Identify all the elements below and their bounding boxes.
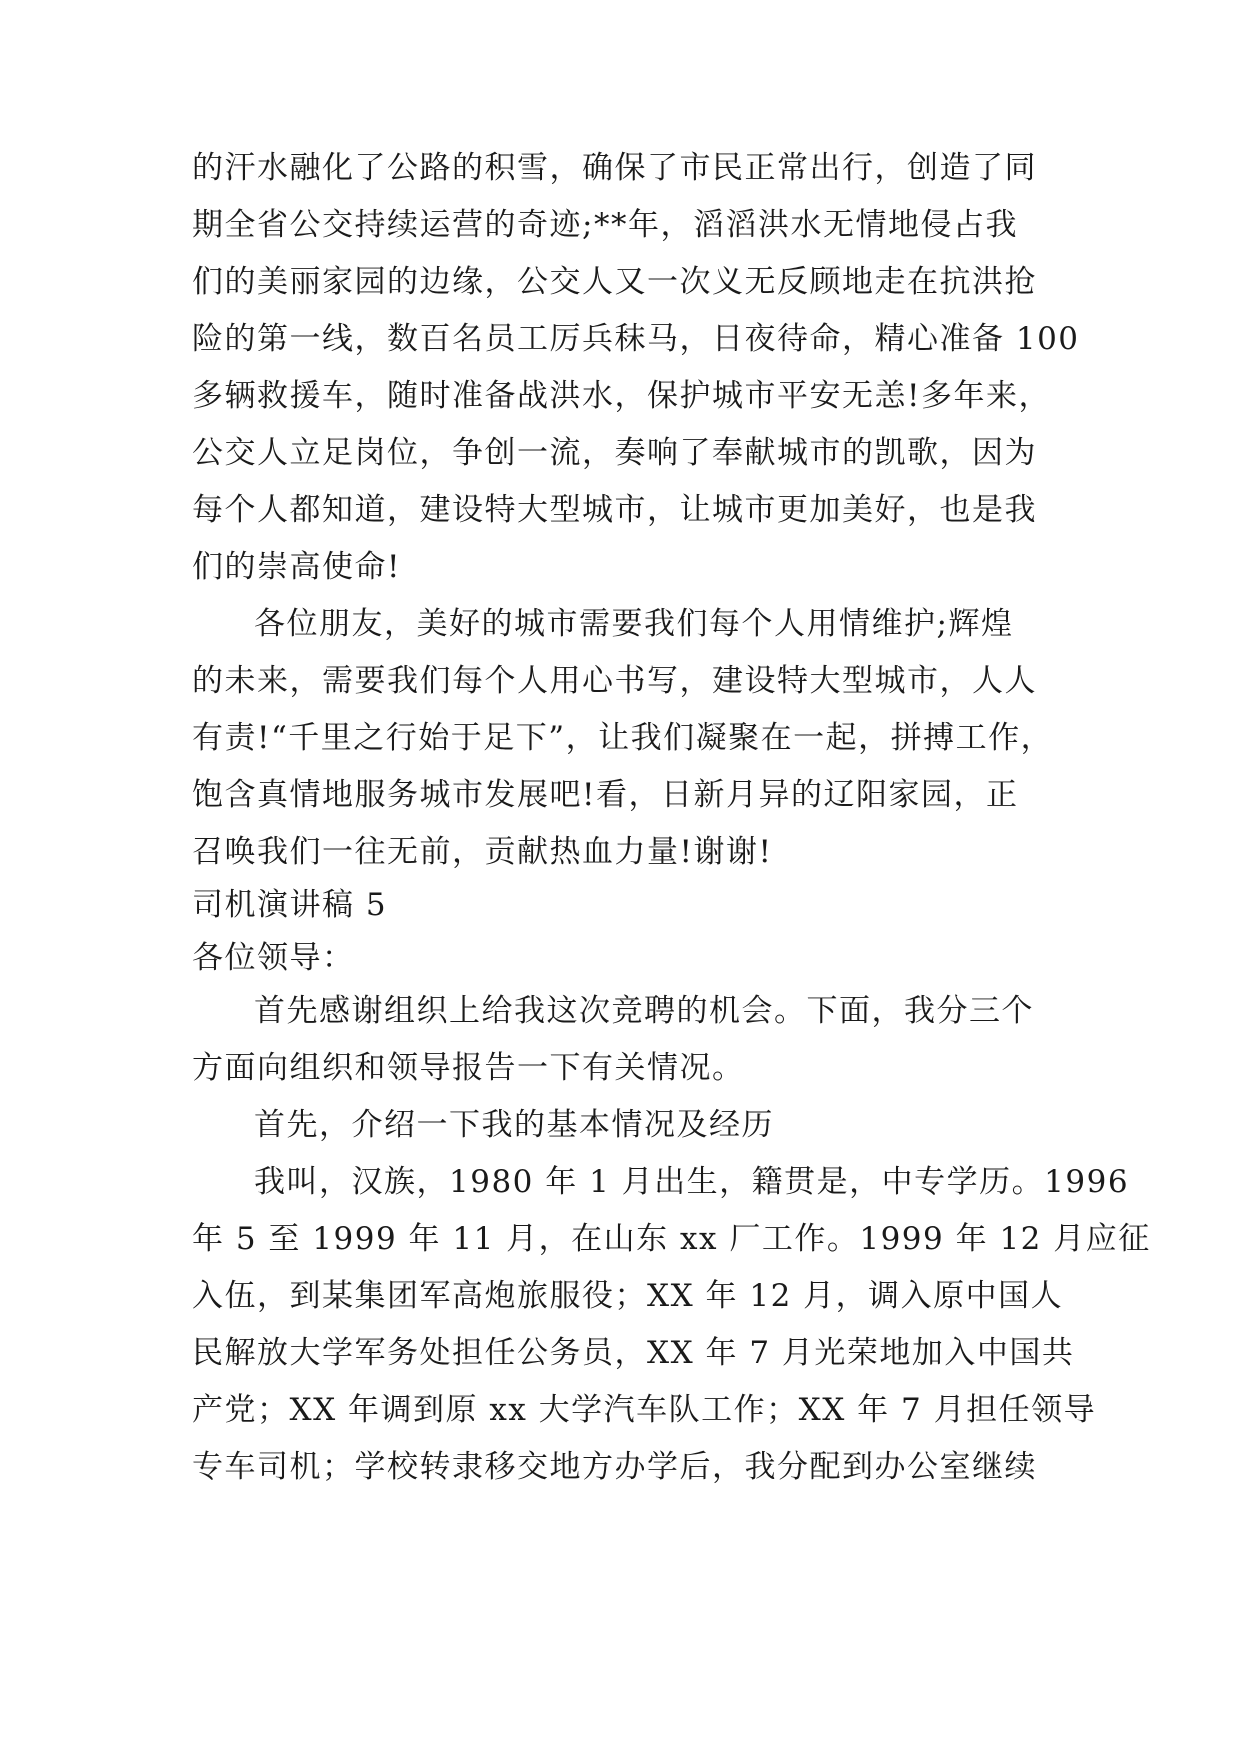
text-line: 的未来，需要我们每个人用心书写，建设特大型城市，人人: [192, 663, 1037, 699]
text-line: 产党；XX 年调到原 xx 大学汽车队工作；XX 年 7 月担任领导: [192, 1392, 1097, 1428]
text-line: 的汗水融化了公路的积雪，确保了市民正常出行，创造了同: [192, 150, 1037, 186]
text-line: 召唤我们一往无前，贡献热血力量!谢谢!: [192, 834, 773, 870]
text-line: 首先感谢组织上给我这次竞聘的机会。下面，我分三个: [254, 993, 1034, 1029]
salutation: 各位领导：: [192, 940, 355, 976]
text-line: 公交人立足岗位，争创一流，奏响了奉献城市的凯歌，因为: [192, 435, 1037, 471]
text-line: 期全省公交持续运营的奇迹;**年，滔滔洪水无情地侵占我: [192, 207, 1018, 243]
text-line: 年 5 至 1999 年 11 月，在山东 xx 厂工作。1999 年 12 月应征: [192, 1221, 1151, 1257]
text-line: 各位朋友，美好的城市需要我们每个人用情维护;辉煌: [254, 606, 1014, 642]
text-line: 民解放大学军务处担任公务员，XX 年 7 月光荣地加入中国共: [192, 1335, 1075, 1371]
text-line: 专车司机；学校转隶移交地方办学后，我分配到办公室继续: [192, 1449, 1037, 1485]
text-line: 饱含真情地服务城市发展吧!看，日新月异的辽阳家园，正: [192, 777, 1019, 813]
text-line: 险的第一线，数百名员工厉兵秣马，日夜待命，精心准备 100: [192, 321, 1080, 357]
text-line: 我叫，汉族，1980 年 1 月出生，籍贯是，中专学历。1996: [254, 1164, 1130, 1200]
text-line: 们的崇高使命!: [192, 549, 401, 585]
text-line: 们的美丽家园的边缘，公交人又一次义无反顾地走在抗洪抢: [192, 264, 1037, 300]
text-line: 多辆救援车，随时准备战洪水，保护城市平安无恙!多年来，: [192, 378, 1051, 414]
text-line: 方面向组织和领导报告一下有关情况。: [192, 1050, 745, 1086]
text-line: 有责!“千里之行始于足下”，让我们凝聚在一起，拼搏工作，: [192, 720, 1054, 756]
text-line: 入伍，到某集团军高炮旅服役；XX 年 12 月，调入原中国人: [192, 1278, 1064, 1314]
text-line: 首先，介绍一下我的基本情况及经历: [254, 1107, 774, 1143]
text-line: 每个人都知道，建设特大型城市，让城市更加美好，也是我: [192, 492, 1037, 528]
section-title: 司机演讲稿 5: [192, 887, 388, 923]
